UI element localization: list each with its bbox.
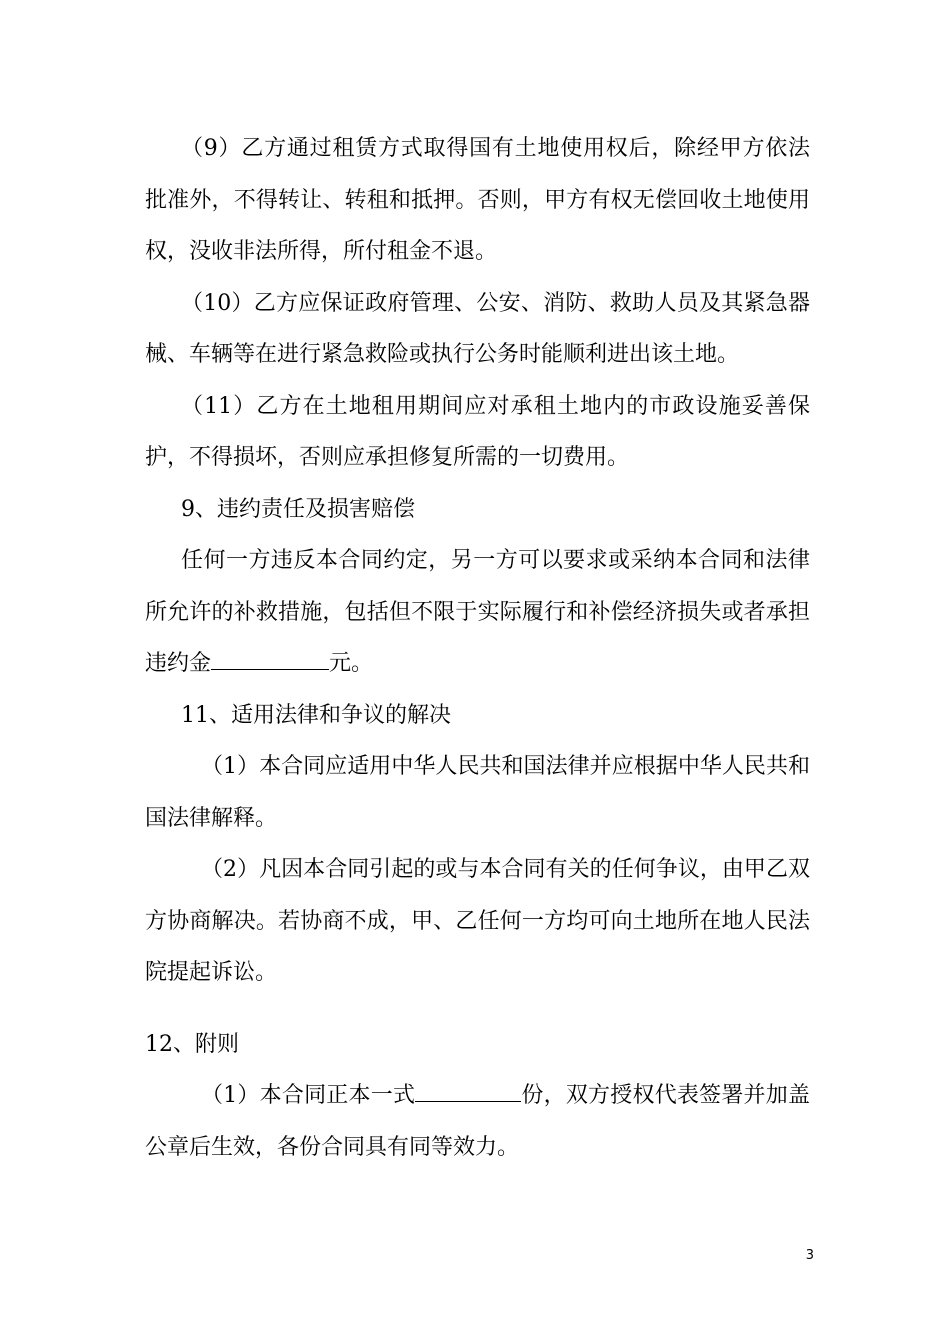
section-heading-12: 12、附则 (145, 1031, 239, 1057)
liability-text: 任何一方违反本合同约定，另一方可以要求或采纳本合同和法律所允许的补救措施，包括但不限于实际履行和补偿经济损失或者承担违约金 (145, 548, 810, 676)
paragraph-law-2: （2）凡因本合同引起的或与本合同有关的任何争议，由甲乙双方协商解决。若协商不成，甲、乙任何一方均可向土地所在地人民法院提起诉讼。 (145, 857, 810, 985)
paragraph-appendix-1 (145, 1070, 810, 1173)
paragraph-clause-11: （11）乙方在土地租用期间应对承租土地内的市政设施妥善保护，不得损坏，否则应承担修复所需的一切费用。 (145, 393, 810, 470)
paragraph-law-1: （1）本合同应适用中华人民共和国法律并应根据中华人民共和国法律解释。 (145, 754, 810, 831)
paragraph-clause-9: （9）乙方通过租赁方式取得国有土地使用权后，除经甲方依法批准外，不得转让、转租和抵押。否则，甲方有权无偿回收土地使用权，没收非法所得，所付租金不退。 (145, 136, 810, 264)
penalty-amount-blank (211, 649, 329, 670)
section-heading-11: 11、适用法律和争议的解决 (181, 702, 451, 728)
document-body (145, 123, 810, 1173)
copies-text-end: 份，双方授权代表签署并加盖公章后生效，各份合同具有同等效力。 (145, 1083, 810, 1160)
section-heading-9: 9、违约责任及损害赔偿 (181, 496, 415, 522)
paragraph-clause-10: （10）乙方应保证政府管理、公安、消防、救助人员及其紧急器械、车辆等在进行紧急救险或执行公务时能顺利进出该土地。 (145, 290, 810, 367)
copies-count-blank (415, 1081, 521, 1102)
page-number: 3 (805, 1248, 814, 1263)
liability-text-end: 元。 (329, 651, 374, 676)
copies-text: （1）本合同正本一式 (201, 1083, 416, 1108)
paragraph-liability (145, 535, 810, 690)
